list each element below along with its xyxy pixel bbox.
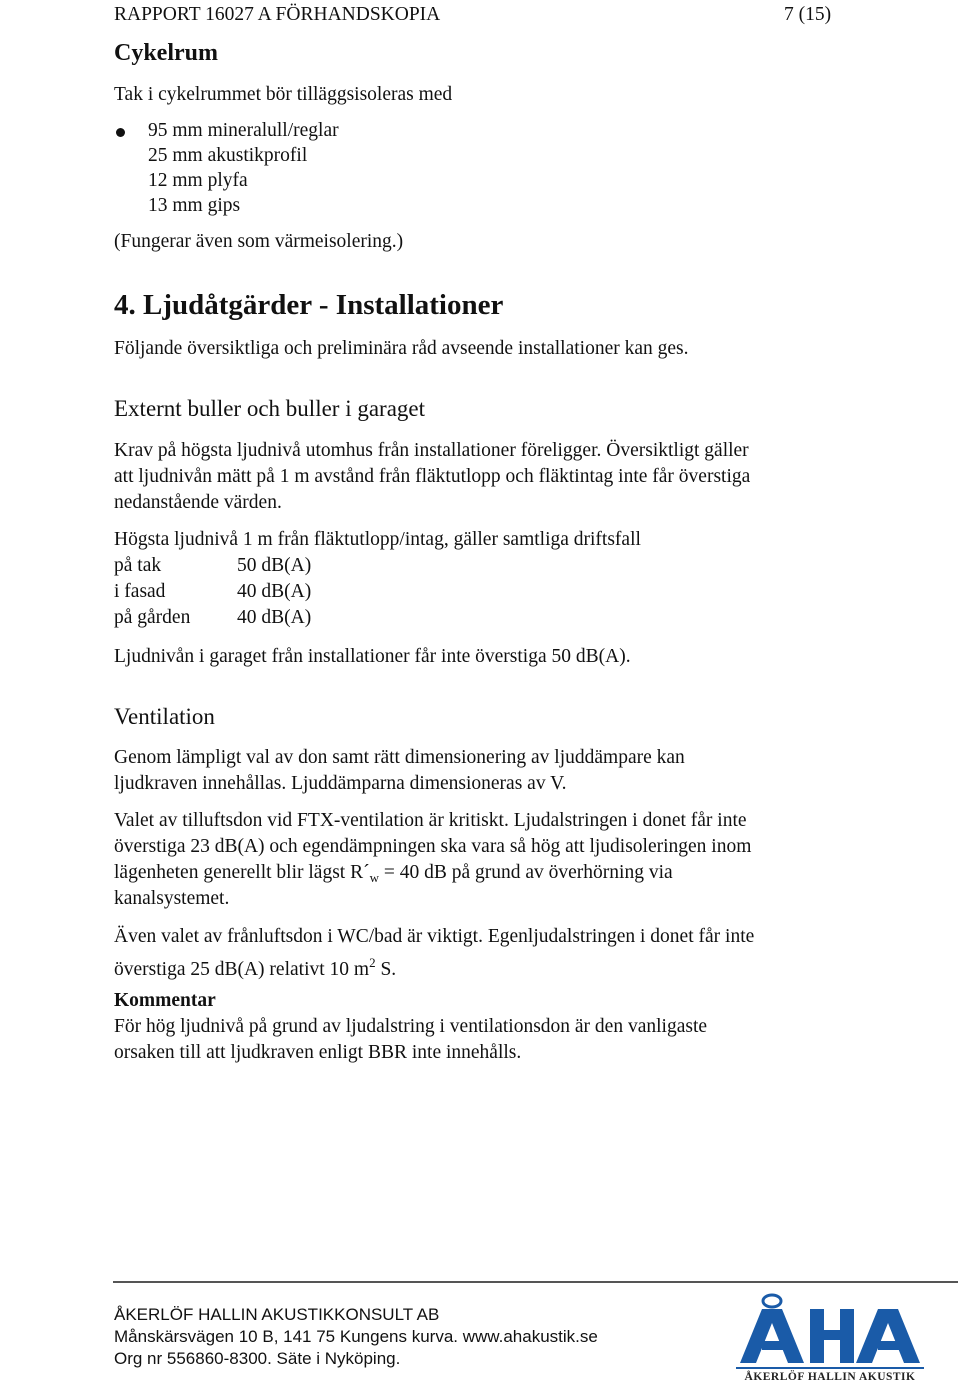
kommentar-line: För hög ljudnivå på grund av ljudalstring i ventilationsdon är den vanligaste (114, 1016, 708, 1037)
limit-place: på gården (114, 607, 191, 628)
section-heading: 4. Ljudåtgärder - Installationer (114, 289, 504, 321)
ventilation-heading: Ventilation (114, 704, 215, 729)
footer-address: Månskärsvägen 10 B, 141 75 Kungens kurva. www.ahakustik.se (114, 1327, 598, 1346)
text-run: lägenheten generellt blir lägst R´ (114, 862, 370, 883)
text-run: = 40 dB på grund av överhörning via (378, 862, 673, 883)
limit-place: i fasad (114, 581, 166, 602)
ventilation-p1-line: ljudkraven innehållas. Ljuddämparna dimensioneras av V. (114, 773, 567, 794)
cykelrum-heading: Cykelrum (114, 40, 218, 66)
kommentar-line: orsaken till att ljudkraven enligt BBR inte innehålls. (114, 1042, 522, 1063)
footer-company: ÅKERLÖF HALLIN AKUSTIKKONSULT AB (114, 1305, 440, 1324)
externt-para-line: nedanstående värden. (114, 492, 282, 513)
layer-item: 25 mm akustikprofil (148, 145, 308, 166)
cykelrum-intro: Tak i cykelrummet bör tilläggsisoleras med (114, 84, 453, 105)
text-run: överstiga 25 dB(A) relativt 10 m (114, 959, 370, 980)
ventilation-p2-line: Valet av tilluftsdon vid FTX-ventilation är kritiskt. Ljudalstringen i donet får inte (114, 810, 747, 831)
company-logo (732, 1293, 928, 1385)
logo-caption: ÅKERLÖF HALLIN AKUSTIK (744, 1371, 916, 1383)
layer-item: 95 mm mineralull/reglar (148, 120, 339, 141)
text-run: S. (375, 959, 397, 980)
subscript: w (369, 870, 379, 885)
ventilation-p1-line: Genom lämpligt val av don samt rätt dimensionering av ljuddämpare kan (114, 747, 685, 768)
ventilation-p3-line (114, 950, 396, 983)
footer-org: Org nr 556860-8300. Säte i Nyköping. (114, 1349, 401, 1368)
ventilation-p3-line: Även valet av frånluftsdon i WC/bad är viktigt. Egenljudalstringen i donet får inte (114, 926, 755, 947)
limits-title: Högsta ljudnivå 1 m från fläktutlopp/intag, gäller samtliga driftsfall (114, 529, 641, 550)
limit-place: på tak (114, 555, 162, 576)
externt-para-line: Krav på högsta ljudnivå utomhus från installationer föreligger. Översiktligt gäller (114, 440, 749, 461)
limit-value: 50 dB(A) (237, 555, 312, 576)
bullet-icon (116, 128, 125, 137)
superscript: 2 (369, 955, 376, 970)
layer-item: 13 mm gips (148, 195, 241, 216)
cykelrum-note: (Fungerar även som värmeisolering.) (114, 231, 404, 252)
externt-para-line: att ljudnivån mätt på 1 m avstånd från fläktutlopp och fläktintag inte får överstiga (114, 466, 751, 487)
ventilation-p2-line: kanalsystemet. (114, 888, 230, 909)
footer-divider (113, 1281, 958, 1283)
section-intro: Följande översiktliga och preliminära råd avseende installationer kan ges. (114, 338, 689, 359)
page-number: 7 (15) (784, 4, 832, 25)
layer-item: 12 mm plyfa (148, 170, 248, 191)
report-title: RAPPORT 16027 A FÖRHANDSKOPIA (114, 4, 441, 25)
limit-value: 40 dB(A) (237, 607, 312, 628)
externt-heading: Externt buller och buller i garaget (114, 396, 426, 421)
limit-value: 40 dB(A) (237, 581, 312, 602)
kommentar-heading: Kommentar (114, 990, 216, 1011)
garage-limit: Ljudnivån i garaget från installationer får inte överstiga 50 dB(A). (114, 646, 631, 667)
ventilation-p2-line: överstiga 23 dB(A) och egendämpningen ska vara så hög att ljudisoleringen inom (114, 836, 752, 857)
